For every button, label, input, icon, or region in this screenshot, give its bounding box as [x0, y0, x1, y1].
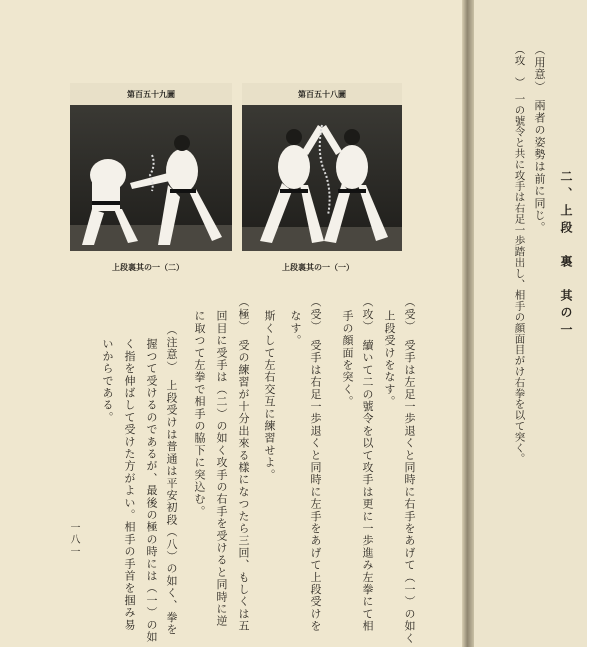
body-line: （注意） 上段受けは普通は平安初段（八）の如く、拳を	[165, 324, 178, 636]
right-line: （攻 ） 一の號令と共に攻手は右足一歩踏出し、相手の顔面目がけ右拳を以て突く。	[513, 44, 526, 464]
figure-caption: 上段裏其の一（二）	[112, 262, 184, 272]
figure-title: 第百五十八圖	[298, 89, 346, 99]
figure-159	[70, 83, 232, 251]
body-line: （攻） 續いて二の號令を以て攻手は更に一歩進み左拳にて相	[361, 296, 374, 633]
body-line: いからである。	[101, 338, 114, 424]
figure-photo	[242, 105, 402, 251]
right-page	[474, 0, 587, 647]
figure-photo	[70, 105, 232, 251]
body-line: なす。	[289, 310, 302, 347]
body-line: （受） 受手は左足一歩退くと同時に右手をあげて（一）の如く	[403, 296, 416, 645]
body-line: 回目に受手は（二）の如く攻手の右手を受けると同時に逆	[215, 310, 228, 628]
body-line: （極） 受の練習が十分出來る樣になつたら三回、もしくは五	[237, 296, 250, 633]
body-line: 握つて受けるのであるが、最後の極の時には（一）の如	[145, 338, 158, 643]
body-line: く指を伸ばして受けた方がよい。相手の手首を掴み易	[123, 338, 136, 631]
body-line: （受） 受手は右足一歩退くと同時に左手をあげて上段受けを	[309, 296, 322, 633]
karateka-illustration	[70, 105, 232, 251]
figure-caption: 上段裏其の一（一）	[282, 262, 354, 272]
figure-title: 第百五十九圖	[127, 89, 175, 99]
right-line: （用意） 兩者の姿勢は前に同じ。	[533, 44, 546, 234]
body-line: 上段受けをなす。	[383, 310, 396, 408]
section-title: 二、上段 裏 其の一	[559, 170, 573, 340]
page-number: 一八一	[68, 522, 79, 558]
body-line: 斯くして左右交互に練習せよ。	[263, 310, 276, 481]
body-line: 手の顔面を突く。	[341, 310, 354, 408]
figure-158	[242, 83, 402, 251]
karateka-illustration	[242, 105, 402, 251]
book-gutter	[462, 0, 474, 647]
body-line: に取つて左拳で相手の脇下に突込む。	[193, 310, 206, 518]
page-edge	[587, 0, 601, 647]
